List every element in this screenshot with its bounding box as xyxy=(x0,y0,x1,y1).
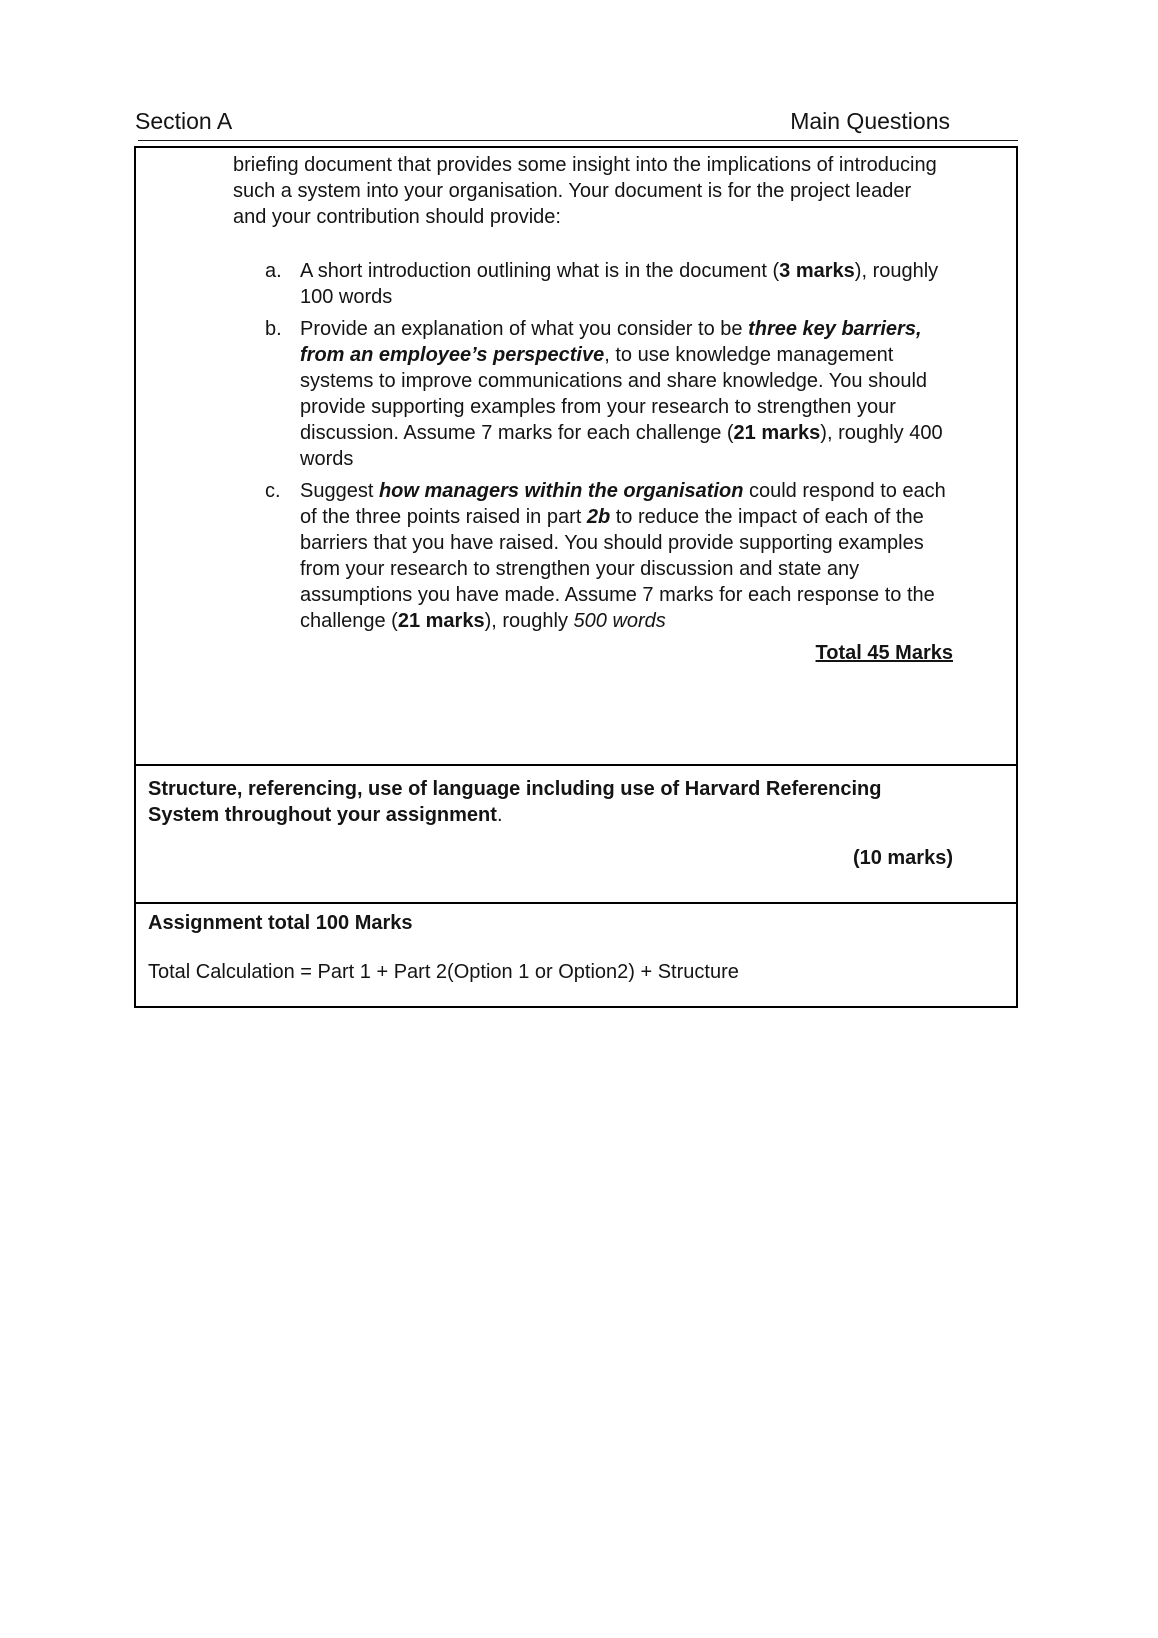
structure-referencing-cell xyxy=(136,764,1016,902)
list-item-b xyxy=(265,316,953,472)
page-header xyxy=(134,106,1018,140)
assignment-total-heading: Assignment total 100 Marks xyxy=(148,912,413,934)
question-a-text: A short introduction outlining what is in the document (3 marks), roughly 100 words xyxy=(300,260,939,308)
structure-heading: Structure, referencing, use of language including use of Harvard Referencing System throughout your assignment. xyxy=(148,778,882,826)
assignment-table xyxy=(134,146,1018,1008)
header-divider xyxy=(138,140,1018,141)
list-item-a xyxy=(265,258,953,310)
main-questions-label: Main Questions xyxy=(790,108,950,134)
main-questions-cell xyxy=(136,148,1016,764)
structure-marks: (10 marks) xyxy=(852,847,953,869)
section-label: Section A xyxy=(135,108,233,134)
intro-paragraph: briefing document that provides some insight into the implications of introducing such a system into your organisation. Your document is for the project leader and your contribution should provide: xyxy=(233,154,937,228)
list-item-c xyxy=(265,478,953,634)
question-list xyxy=(233,258,953,634)
list-marker: b. xyxy=(265,318,282,340)
list-marker: a. xyxy=(265,260,282,282)
assignment-total-cell xyxy=(136,902,1016,1006)
section-total-marks: Total 45 Marks xyxy=(815,642,953,664)
total-calculation: Total Calculation = Part 1 + Part 2(Option 1 or Option2) + Structure xyxy=(148,961,739,983)
question-b-text: Provide an explanation of what you consider to be three key barriers, from an employee’s perspective, to use knowledge management systems to improve communications and share knowledge. You should provide supporting examples from your research to strengthen your discussion. Assume 7 marks for each challenge (21 marks), roughly 400 words xyxy=(300,318,943,470)
question-c-text: Suggest how managers within the organisation could respond to each of the three points raised in part 2b to reduce the impact of each of the barriers that you have raised. You should provide supporting examples from your research to strengthen your discussion and state any assumptions you have made. Assume 7 marks for each response to the challenge (21 marks), roughly 500 words xyxy=(300,480,946,632)
list-marker: c. xyxy=(265,480,281,502)
